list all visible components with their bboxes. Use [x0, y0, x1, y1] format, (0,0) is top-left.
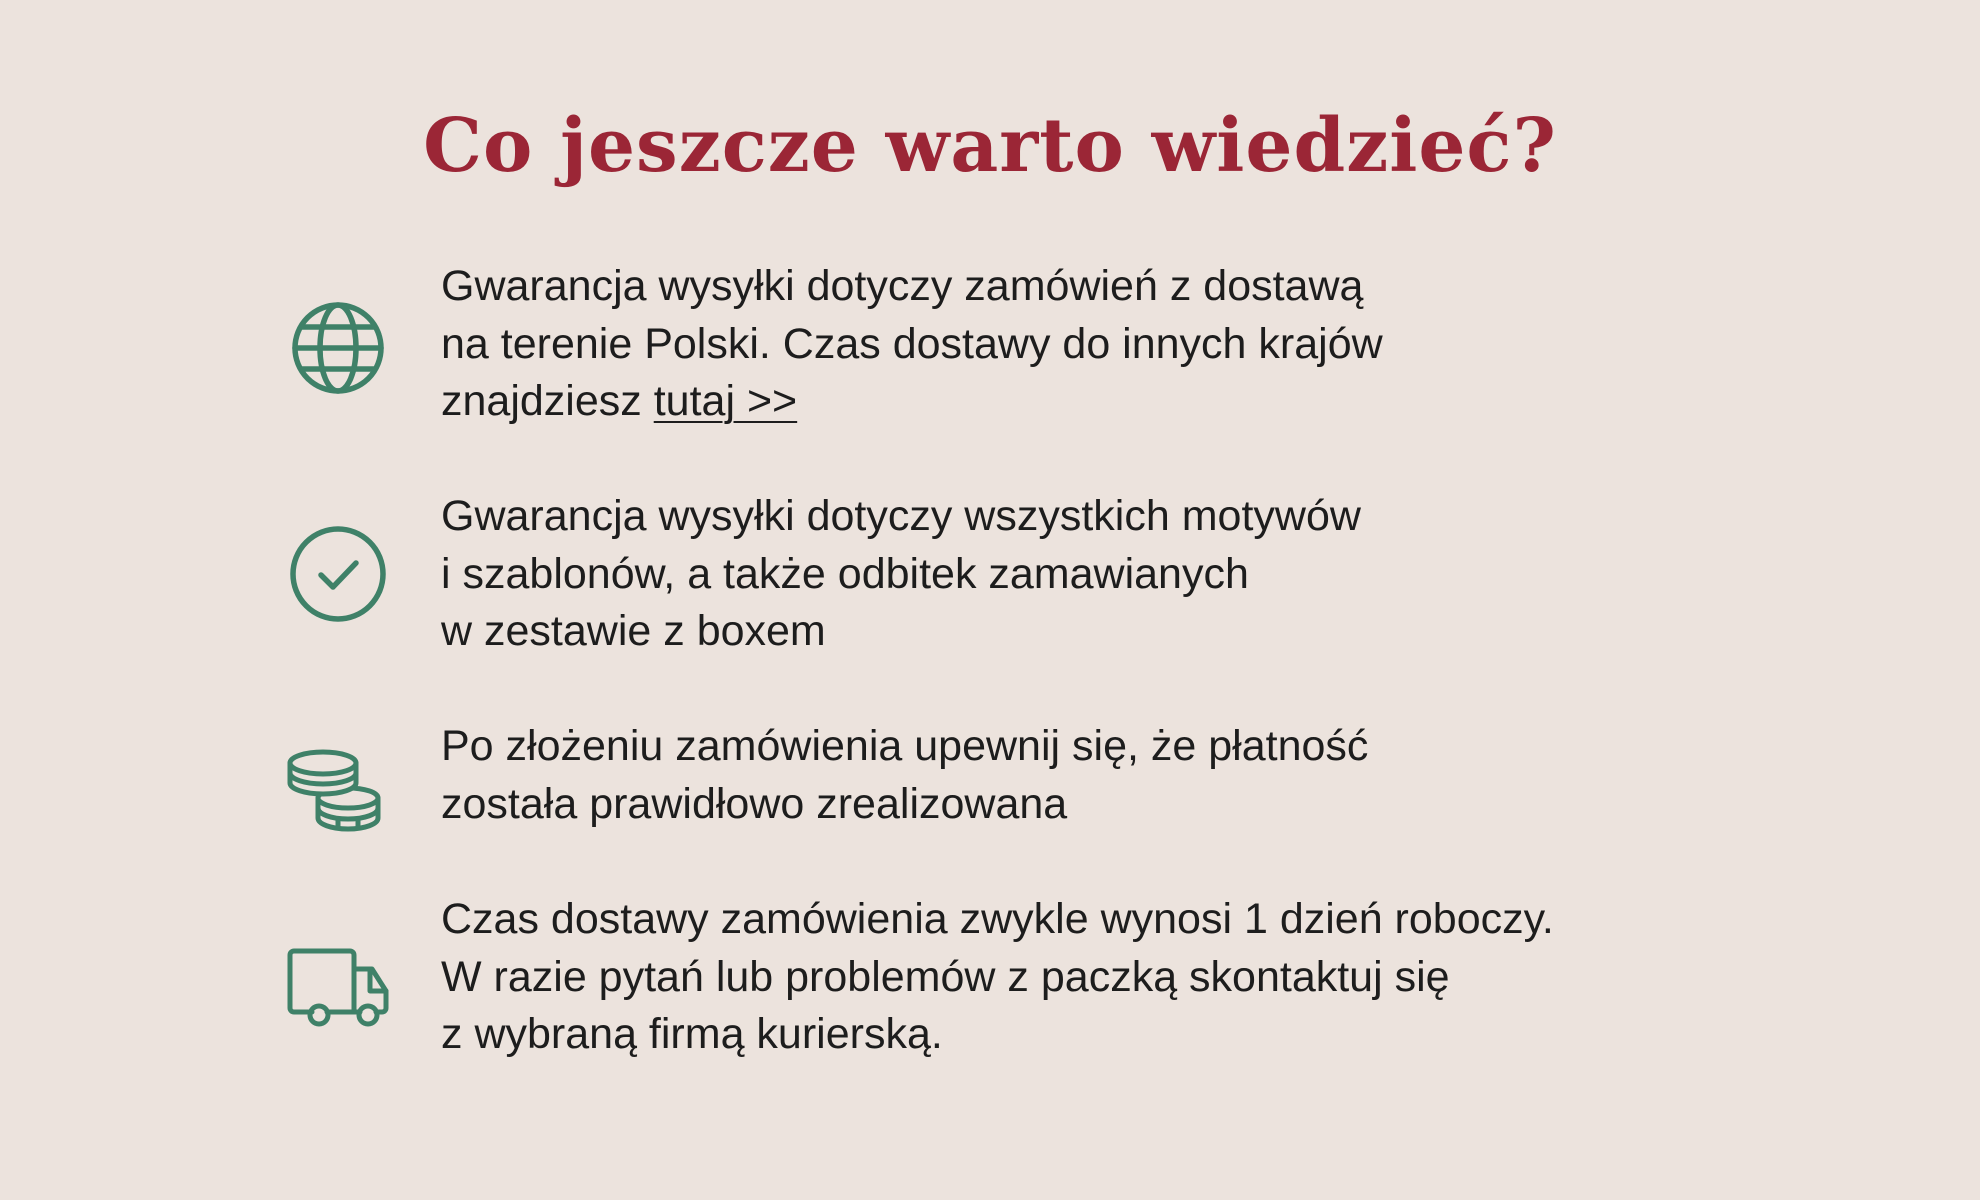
- text-line: została prawidłowo zrealizowana: [441, 779, 1068, 828]
- text-line: w zestawie z boxem: [441, 607, 826, 655]
- info-text-payment: [441, 718, 1761, 833]
- text-line: [441, 373, 1761, 431]
- globe-icon: [286, 296, 390, 400]
- info-text-templates: [441, 488, 1761, 661]
- info-text-shipping-poland: [441, 258, 1761, 431]
- text-line: i szablonów, a także odbitek zamawianych: [441, 549, 1249, 598]
- text-line: Gwarancja wysyłki dotyczy wszystkich motywów: [441, 492, 1361, 540]
- info-text-delivery-time: [441, 891, 1761, 1064]
- text-line: Gwarancja wysyłki dotyczy zamówień z dostawą: [441, 262, 1364, 310]
- text-line: na terenie Polski. Czas dostawy do innych krajów: [441, 319, 1383, 368]
- truck-icon: [286, 931, 390, 1035]
- other-countries-delivery-link[interactable]: tutaj >>: [653, 377, 798, 425]
- text-line: Po złożeniu zamówienia upewnij się, że płatność: [441, 722, 1369, 770]
- text-line: z wybraną firmą kurierską.: [441, 1010, 943, 1058]
- text-fragment: znajdziesz: [441, 377, 654, 425]
- text-line: W razie pytań lub problemów z paczką skontaktuj się: [441, 952, 1450, 1001]
- check-circle-icon: [286, 522, 390, 626]
- section-heading: Co jeszcze warto wiedzieć?: [423, 103, 1557, 189]
- coins-icon: [286, 736, 390, 840]
- text-line: Czas dostawy zamówienia zwykle wynosi 1 dzień roboczy.: [441, 895, 1554, 943]
